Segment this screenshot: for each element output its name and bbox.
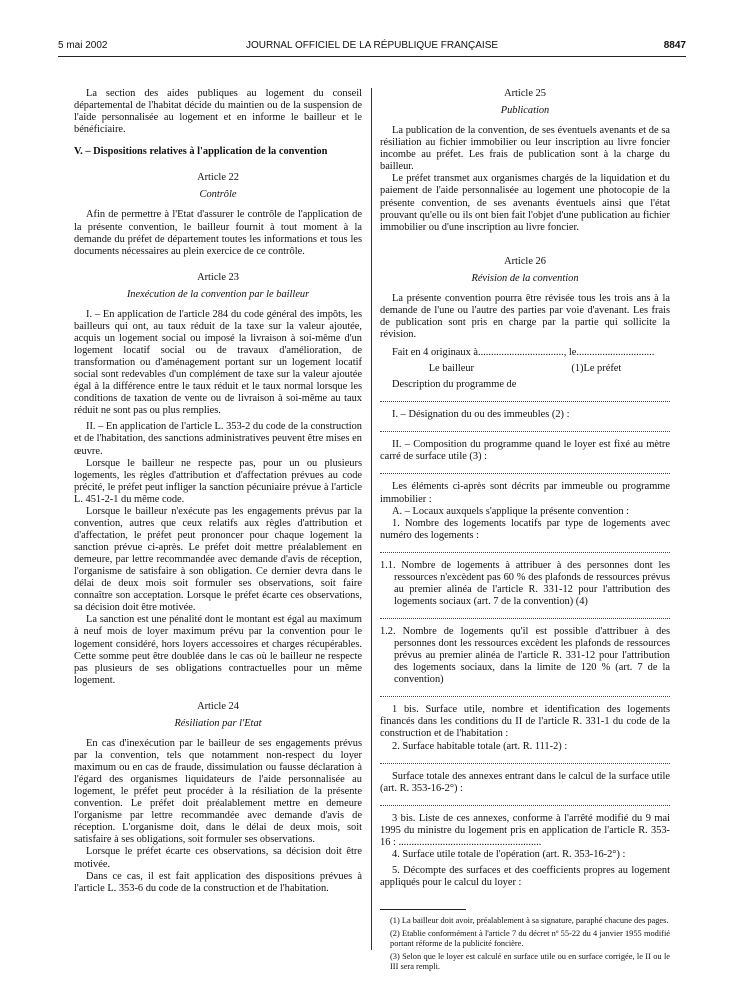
designation-item: I. – Désignation du ou des immeubles (2) : xyxy=(392,409,570,421)
header-date: 5 mai 2002 xyxy=(58,40,108,51)
dotted-line xyxy=(380,467,670,474)
article-26-subtitle: Révision de la convention xyxy=(471,272,579,284)
list-item-4: 4. Surface utile totale de l'opération (art. R. 353-16-2°) : xyxy=(392,848,626,860)
article-24-paragraph: Lorsque le préfet écarte ces observations, sa décision doit être motivée. xyxy=(74,846,362,870)
article-22-title: Article 22 xyxy=(197,172,239,184)
article-24-subtitle: Résiliation par l'Etat xyxy=(174,717,262,729)
article-23-paragraph: II. – En application de l'article L. 353-2 du code de la construction et de l'habitation, des sanctions administratives peuvent être mises en œuvre. xyxy=(74,421,362,457)
article-23-subtitle: Inexécution de la convention par le bailleur xyxy=(126,288,310,300)
dotted-line xyxy=(380,799,670,806)
journal-title: JOURNAL OFFICIEL DE LA RÉPUBLIQUE FRANÇAISE xyxy=(245,40,499,51)
page-header xyxy=(58,36,686,57)
list-item-2: 2. Surface habitable totale (art. R. 111-2) : xyxy=(392,740,568,752)
article-25-subtitle: Publication xyxy=(500,105,550,117)
article-23-title: Article 23 xyxy=(197,271,239,283)
nombre-item: 1. Nombre des logements locatifs par type de logements avec numéro des logements : xyxy=(380,517,670,541)
list-item-1-1: 1.1. Nombre de logements à attribuer à des personnes dont les ressources n'excèdent pas 60 % des plafonds de ressources prévus au premier alinéa de l'article R. 331-12 pour l'attribution des logements sociaux (art. 7 de la convention) (4) xyxy=(380,559,670,607)
dotted-line xyxy=(380,757,670,764)
signature-bailleur: Le bailleur xyxy=(428,363,474,375)
dotted-line xyxy=(380,425,670,432)
article-22-subtitle: Contrôle xyxy=(199,189,237,201)
section-v-heading: V. – Dispositions relatives à l'application de la convention xyxy=(74,146,328,158)
footnote-3: (3) Selon que le loyer est calculé en surface utile ou en surface corrigée, le II ou le III sera rempli. xyxy=(390,952,670,972)
article-23-paragraph: Lorsque le bailleur ne respecte pas, pour un ou plusieurs logements, les règles d'attribution et d'affectation prévues au code précité, le préfet peut infliger la sanction pécuniaire prévue à l'article L. 451-2-1 du même code. xyxy=(74,457,362,505)
article-24-paragraph: En cas d'inexécution par le bailleur de ses engagements prévus par la convention, tels que notamment non-respect du loyer maximum ou en cas de fraude, dissimulation ou fausse déclaration à l'égard des organismes liquidateurs de l'aide personnalisée au logement, le préfet peut procéder à la résiliation de la présente convention. Le préfet doit préalablement mettre en demeure l'organisme par lettre recommandée avec demande d'avis de réception. L'organisme doit, dans le délai de deux mois, soit satisfaire à ses obligations, soit formuler ses observations. xyxy=(74,737,362,846)
article-24-title: Article 24 xyxy=(197,700,239,712)
list-item-1-2: 1.2. Nombre de logements qu'il est possible d'attribuer à des personnes dont les ressources excèdent les plafonds de ressources prévus au premier alinéa de l'article R. 331-12 pour l'attribution des logements sociaux, dans la limite de 120 % (art. 7 de la convention) xyxy=(380,626,670,686)
article-22-paragraph: Afin de permettre à l'Etat d'assurer le contrôle de l'application de la présente convention, le bailleur fournit à tout moment à la demande du préfet de département toutes les informations et tous les documents nécessaires au plein exercice de ce contrôle. xyxy=(74,209,362,257)
article-25-title: Article 25 xyxy=(504,88,546,99)
article-23-paragraph: Lorsque le bailleur n'exécute pas les engagements prévus par la convention, autres que ceux relatifs aux règles d'attribution et d'affectation, le préfet peut prononcer pour chaque logement la sanction prévue ci-après. Le préfet doit mettre préalablement en demeure, par lettre recommandée avec demande d'avis de réception, l'organisme de satisfaire à son obligation. Ce dernier devra dans le délai de deux mois soit formuler ses observations, soit faire connaître son acceptation. Lorsque le préfet écarte ces observations, sa décision doit être motivée. xyxy=(74,505,362,614)
footnote-1: (1) La bailleur doit avoir, préalablement à sa signature, paraphé chacune des pages. xyxy=(390,916,669,926)
article-26-title: Article 26 xyxy=(504,255,546,267)
dotted-line xyxy=(380,612,670,619)
right-column xyxy=(380,88,670,975)
list-item-3-bis: 3 bis. Liste de ces annexes, conforme à l'arrêté modifié du 9 mai 1995 du ministre du logement pris en application de l'article R. 353-16 : ....................................................... xyxy=(380,812,670,848)
list-item-1-bis: 1 bis. Surface utile, nombre et identification des logements financés dans les conditions du II de l'article R. 331-1 du code de la construction et de l'habitation : xyxy=(380,704,670,740)
composition-item: II. – Composition du programme quand le loyer est fixé au mètre carré de surface utile (3) : xyxy=(380,439,670,463)
locaux-item: A. – Locaux auxquels s'applique la présente convention : xyxy=(392,505,630,517)
programme-description: Description du programme de xyxy=(392,379,517,391)
article-23-paragraph: I. – En application de l'article 284 du code général des impôts, les bailleurs qui ont, au taux réduit de la taxe sur la valeur ajoutée, acquis un logement social ou imposé la livraison à soi-même d'un logement locatif social ou de travaux d'amélioration, de transformation ou d'aménagement portant sur un logement locatif social sont redevables d'un complément de taxe sur la valeur ajoutée égal à la différence entre le taux réduit et le taux normal lorsque les conditions de taxation de vente ou de livraison à soi-même au taux réduit ne sont pas ou plus remplies. xyxy=(74,308,362,417)
dotted-line xyxy=(380,546,670,553)
page-number: 8847 xyxy=(663,40,686,51)
elements-paragraph: Les éléments ci-après sont décrits par immeuble ou programme immobilier : xyxy=(380,481,670,505)
fait-line: Fait en 4 originaux à................................., le.............................. xyxy=(392,347,655,359)
left-column xyxy=(74,88,362,895)
article-23-paragraph: La sanction est une pénalité dont le montant est égal au maximum à neuf mois de loyer maximum prévu par la convention pour le logement considéré, hors loyers accessoires et charges récupérables. Cette somme peut être doublée dans le cas où le bailleur ne respecte pas plusieurs de ses obligations contractuelles pour un même logement. xyxy=(74,614,362,686)
article-25-paragraph: La publication de la convention, de ses éventuels avenants et de sa résiliation au fichier immobilier ou leur inscription au livre foncier incombe au préfet. Les frais de publication sont à la charge du bailleur. xyxy=(380,125,670,173)
dotted-line xyxy=(380,395,670,402)
intro-paragraph: La section des aides publiques au logement du conseil départemental de l'habitat décide du maintien ou de la suspension de l'aide personnalisée au logement et en informe le bailleur et le bénéficiaire. xyxy=(74,88,362,136)
column-divider xyxy=(371,88,372,950)
footnote-separator xyxy=(380,909,466,910)
signature-prefet: (1)Le préfet xyxy=(571,363,622,375)
article-24-paragraph: Dans ce cas, il est fait application des dispositions prévues à l'article L. 353-6 du code de la construction et de l'habitation. xyxy=(74,870,362,894)
dotted-line xyxy=(380,690,670,697)
signature-line xyxy=(380,363,670,375)
annexes-item: Surface totale des annexes entrant dans le calcul de la surface utile (art. R. 353-16-2°) : xyxy=(380,770,670,794)
footnote-2: (2) Etablie conformément à l'article 7 du décret nº 55-22 du 4 janvier 1955 modifié portant réforme de la publicité foncière. xyxy=(390,929,670,949)
list-item-5: 5. Décompte des surfaces et des coefficients propres au logement appliqués pour le calcul du loyer : xyxy=(380,864,670,888)
article-26-paragraph: La présente convention pourra être révisée tous les trois ans à la demande de l'une ou l'autre des parties par voie d'avenant. Les frais de publication sont pris en charge par la partie qui sollicite la révision. xyxy=(380,292,670,340)
article-25-paragraph: Le préfet transmet aux organismes chargés de la liquidation et du paiement de l'aide personnalisée au logement une photocopie de la présente convention, de ses avenants éventuels ainsi que l'état prouvant qu'elle ou ils ont bien fait l'objet d'une publication au fichier immobilier ou d'une inscription au livre foncier. xyxy=(380,173,670,233)
